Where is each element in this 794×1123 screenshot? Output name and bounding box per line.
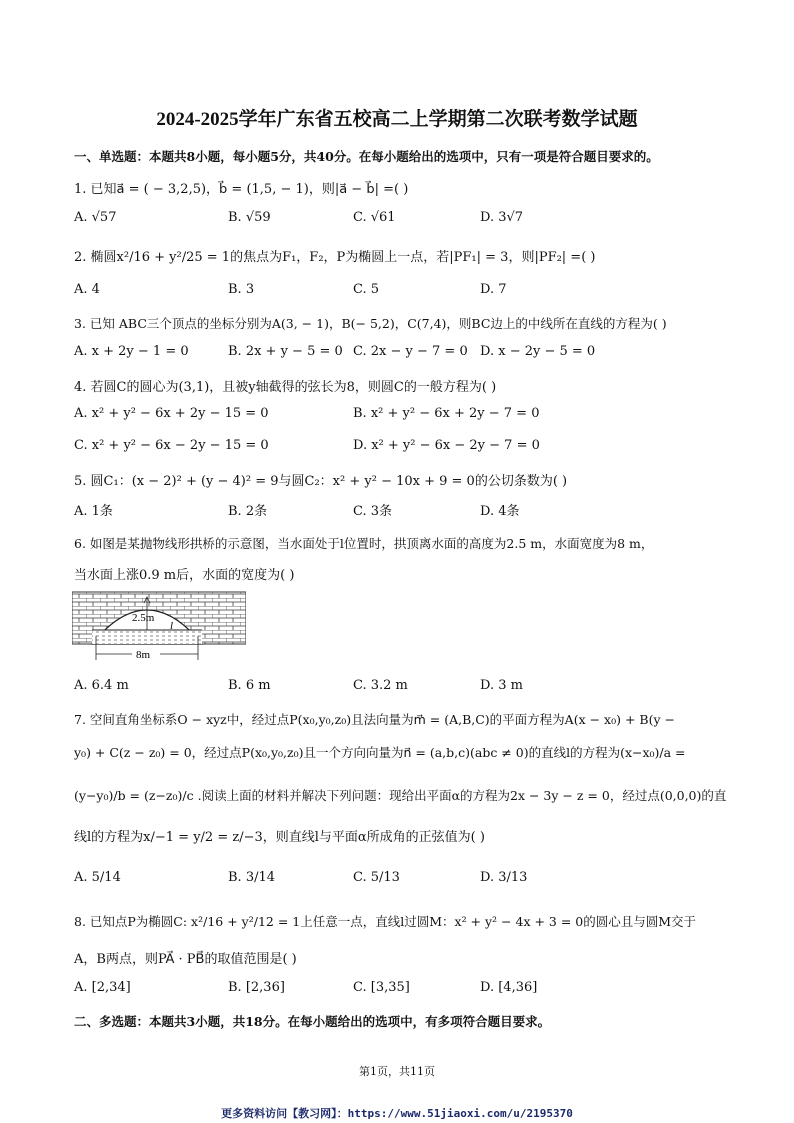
question-1-option-d[interactable]: D. 3√7 [480,210,524,225]
question-5-option-c[interactable]: C. 3条 [353,504,393,519]
question-2-option-b[interactable]: B. 3 [228,282,255,297]
question-6-stem-line-1: 6. 如图是某抛物线形拱桥的示意图，当水面处于l位置时，拱顶离水面的高度为2.5 m，水面宽度为8 m， [74,536,654,551]
question-8-line-1: 8. 已知点P为椭圆C: x²/16 + y²/12 = 1上任意一点，直线l过圆M：x² + y² − 4x + 3 = 0的圆心且与圆M交于 [74,914,697,929]
resource-link[interactable]: 更多资料访问【教习网】：https://www.51jiaoxi.com/u/2195370 [221,1107,573,1120]
question-8-option-c[interactable]: C. [3,35] [353,980,410,995]
question-3-option-c[interactable]: C. 2x − y − 7 = 0 [353,344,468,359]
question-2-option-d[interactable]: D. 7 [480,282,507,297]
question-6-option-b[interactable]: B. 6 m [228,678,271,693]
question-6-stem-line-2: 当水面上涨0.9 m后，水面的宽度为( ) [74,568,295,583]
question-7-option-a[interactable]: A. 5/14 [74,870,121,885]
question-6-option-a[interactable]: A. 6.4 m [74,678,129,693]
question-6-option-c[interactable]: C. 3.2 m [353,678,408,693]
question-7-line-1: 7. 空间直角坐标系O − xyz中，经过点P(x₀,y₀,z₀)且法向量为m⃗ = (A,B,C)的平面方程为A(x − x₀) + B(y − [74,712,675,727]
question-4-option-c[interactable]: C. x² + y² − 6x − 2y − 15 = 0 [74,438,269,453]
width-label: 8m [136,649,151,661]
question-6-option-d[interactable]: D. 3 m [480,678,523,693]
question-2-option-a[interactable]: A. 4 [74,282,100,297]
question-3-stem: 3. 已知 ABC三个顶点的坐标分别为A(3, − 1)，B(− 5,2)，C(7,4)，则BC边上的中线所在直线的方程为( ) [74,316,667,331]
question-7-option-c[interactable]: C. 5/13 [353,870,400,885]
question-8-option-a[interactable]: A. [2,34] [74,980,131,995]
question-8-option-b[interactable]: B. [2,36] [228,980,285,995]
question-7-line-2: y₀) + C(z − z₀) = 0，经过点P(x₀,y₀,z₀)且一个方向向量为n⃗ = (a,b,c)(abc ≠ 0)的直线l的方程为(x−x₀)/a = [74,745,686,760]
arch-bridge-figure [72,590,246,662]
question-8-option-d[interactable]: D. [4,36] [480,980,538,995]
water-area [92,630,202,644]
question-2-option-c[interactable]: C. 5 [353,282,380,297]
question-2-stem: 2. 椭圆x²/16 + y²/25 = 1的焦点为F₁，F₂，P为椭圆上一点，若|PF₁| = 3，则|PF₂| =( ) [74,250,596,265]
question-4-stem: 4. 若圆C的圆心为(3,1)，且被y轴截得的弦长为8，则圆C的一般方程为( ) [74,380,497,395]
question-8-line-2: A，B两点，则PA⃗ · PB⃗的取值范围是( ) [74,952,297,967]
page-number-footer: 第1页，共11页 [359,1065,435,1078]
question-3-option-b[interactable]: B. 2x + y − 5 = 0 [228,344,343,359]
water-line-label: l [170,620,174,632]
question-7-line-4: 线l的方程为x/−1 = y/2 = z/−3，则直线l与平面α所成角的正弦值为( ) [74,830,485,845]
question-1-option-a[interactable]: A. √57 [74,210,117,225]
question-4-option-b[interactable]: B. x² + y² − 6x + 2y − 7 = 0 [353,406,540,421]
question-5-option-a[interactable]: A. 1条 [74,504,113,519]
question-5-option-b[interactable]: B. 2条 [228,504,268,519]
section-single-choice-header: 一、单选题：本题共8小题，每小题5分，共40分。在每小题给出的选项中，只有一项是符合题目要求的。 [74,149,659,164]
question-4-option-a[interactable]: A. x² + y² − 6x + 2y − 15 = 0 [74,406,269,421]
question-3-option-a[interactable]: A. x + 2y − 1 = 0 [74,344,189,359]
question-1-stem: 1. 已知a⃗ = ( − 3,2,5)，b⃗ = (1,5, − 1)，则|a⃗ − b⃗| =( ) [74,182,409,197]
section-multiple-choice-header: 二、多选题：本题共3小题，共18分。在每小题给出的选项中，有多项符合题目要求。 [74,1014,551,1029]
height-label: 2.5m [132,612,155,624]
question-1-option-c[interactable]: C. √61 [353,210,396,225]
question-7-option-d[interactable]: D. 3/13 [480,870,528,885]
question-4-option-d[interactable]: D. x² + y² − 6x − 2y − 7 = 0 [353,438,540,453]
question-5-option-d[interactable]: D. 4条 [480,504,520,519]
question-5-stem: 5. 圆C₁：(x − 2)² + (y − 4)² = 9与圆C₂：x² + y² − 10x + 9 = 0的公切条数为( ) [74,474,568,489]
question-7-option-b[interactable]: B. 3/14 [228,870,276,885]
page-title: 2024-2025学年广东省五校高二上学期第二次联考数学试题 [156,109,638,130]
question-3-option-d[interactable]: D. x − 2y − 5 = 0 [480,344,596,359]
question-1-option-b[interactable]: B. √59 [228,210,271,225]
question-7-line-3: (y−y₀)/b = (z−z₀)/c .阅读上面的材料并解决下列问题：现给出平面α的方程为2x − 3y − z = 0，经过点(0,0,0)的直 [74,788,727,803]
